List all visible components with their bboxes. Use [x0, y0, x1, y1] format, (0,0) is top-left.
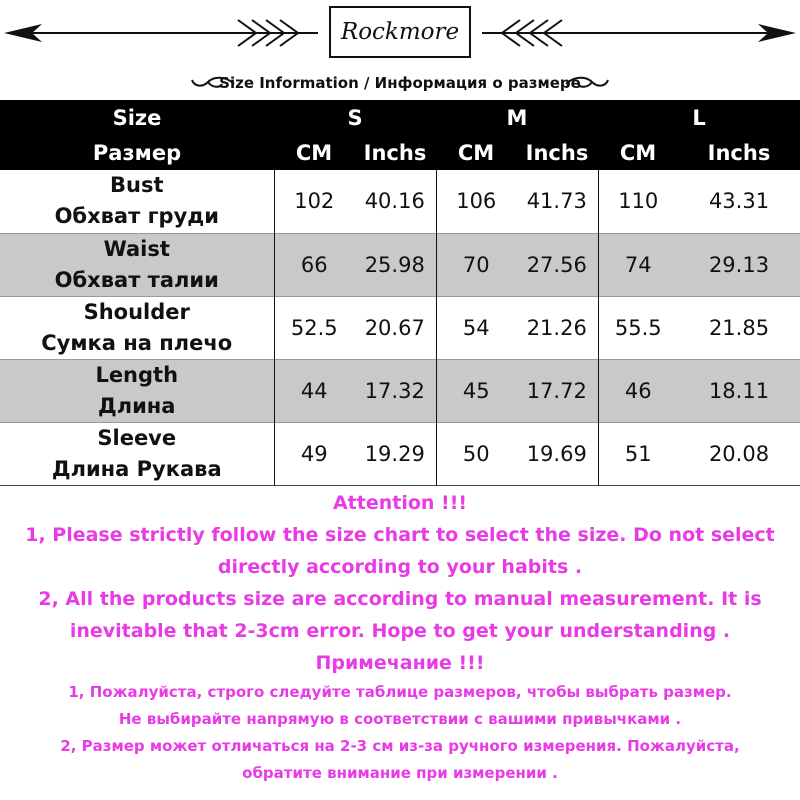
right-arrow-ornament — [478, 12, 800, 54]
table-cell: 70 — [436, 233, 516, 296]
unit-header: CM — [598, 136, 678, 170]
size-table — [0, 100, 800, 486]
row-label — [0, 170, 274, 233]
note-en-2-cont: inevitable that 2-3cm error. Hope to get your understanding . — [69, 620, 731, 642]
swirl-left-ornament — [190, 72, 236, 94]
note-en-2: 2, All the products size are according to manual measurement. It is — [38, 588, 762, 610]
attention-heading-ru: Примечание !!! — [315, 652, 485, 674]
brand-logo — [329, 6, 471, 58]
table-cell: 52.5 — [274, 296, 354, 359]
table-cell: 44 — [274, 359, 354, 422]
table-cell: 41.73 — [516, 170, 598, 233]
table-cell: 51 — [598, 422, 678, 485]
table-cell: 46 — [598, 359, 678, 422]
table-cell: 102 — [274, 170, 354, 233]
table-cell: 20.08 — [678, 422, 800, 485]
notes-section — [0, 487, 800, 787]
table-cell: 43.31 — [678, 170, 800, 233]
table-cell: 17.32 — [354, 359, 436, 422]
table-cell: 49 — [274, 422, 354, 485]
subtitle-row — [190, 68, 610, 98]
unit-header: CM — [274, 136, 354, 170]
size-group-m: M — [436, 100, 598, 136]
table-cell: 50 — [436, 422, 516, 485]
size-header: Size — [0, 100, 274, 136]
row-label-ru: Длина Рукава — [51, 456, 222, 481]
size-table-header — [0, 100, 800, 170]
note-en-1: 1, Please strictly follow the size chart to select the size. Do not select — [25, 524, 775, 546]
table-cell: 20.67 — [354, 296, 436, 359]
unit-header: Inchs — [354, 136, 436, 170]
note-ru-1-cont: Не выбирайте напрямую в соответствии с вашими привычками . — [118, 710, 682, 728]
row-label-ru: Длина — [98, 393, 176, 418]
table-cell: 19.69 — [516, 422, 598, 485]
size-group-s: S — [274, 100, 436, 136]
table-row — [0, 296, 800, 359]
row-label-en: Waist — [103, 236, 170, 261]
size-group-l: L — [598, 100, 800, 136]
table-cell: 110 — [598, 170, 678, 233]
unit-header: CM — [436, 136, 516, 170]
table-cell: 18.11 — [678, 359, 800, 422]
table-cell: 106 — [436, 170, 516, 233]
swirl-right-ornament — [564, 72, 610, 94]
table-cell: 55.5 — [598, 296, 678, 359]
left-arrow-ornament — [0, 12, 322, 54]
note-ru-2-cont: обратите внимание при измерении . — [242, 764, 558, 782]
table-row — [0, 359, 800, 422]
size-header-ru: Размер — [0, 136, 274, 170]
table-cell: 29.13 — [678, 233, 800, 296]
row-label-ru: Обхват талии — [54, 267, 219, 292]
table-cell: 66 — [274, 233, 354, 296]
table-row — [0, 170, 800, 233]
row-label-en: Sleeve — [97, 425, 177, 450]
table-cell: 74 — [598, 233, 678, 296]
table-cell: 19.29 — [354, 422, 436, 485]
note-ru-2: 2, Размер может отличаться на 2-3 см из-за ручного измерения. Пожалуйста, — [60, 737, 740, 755]
attention-heading: Attention !!! — [332, 492, 468, 514]
row-label-en: Length — [95, 362, 179, 387]
row-label-en: Shoulder — [83, 299, 190, 324]
unit-header: Inchs — [516, 136, 598, 170]
table-cell: 45 — [436, 359, 516, 422]
table-cell: 17.72 — [516, 359, 598, 422]
row-label — [0, 422, 274, 485]
table-cell: 40.16 — [354, 170, 436, 233]
note-en-1-cont: directly according to your habits . — [217, 556, 583, 578]
row-label — [0, 233, 274, 296]
row-label-ru: Обхват груди — [54, 204, 219, 229]
table-row — [0, 422, 800, 485]
row-label — [0, 359, 274, 422]
table-row — [0, 233, 800, 296]
table-cell: 54 — [436, 296, 516, 359]
table-cell: 21.85 — [678, 296, 800, 359]
row-label-en: Bust — [110, 173, 164, 198]
table-cell: 21.26 — [516, 296, 598, 359]
row-label — [0, 296, 274, 359]
brand-logo-text: Rockmore — [340, 19, 460, 45]
subtitle: Size Information / Информация о размере — [219, 74, 581, 92]
table-cell: 27.56 — [516, 233, 598, 296]
row-label-ru: Сумка на плечо — [41, 330, 233, 355]
table-cell: 25.98 — [354, 233, 436, 296]
unit-header: Inchs — [678, 136, 800, 170]
page-header — [0, 0, 800, 100]
note-ru-1: 1, Пожалуйста, строго следуйте таблице размеров, чтобы выбрать размер. — [68, 683, 732, 701]
